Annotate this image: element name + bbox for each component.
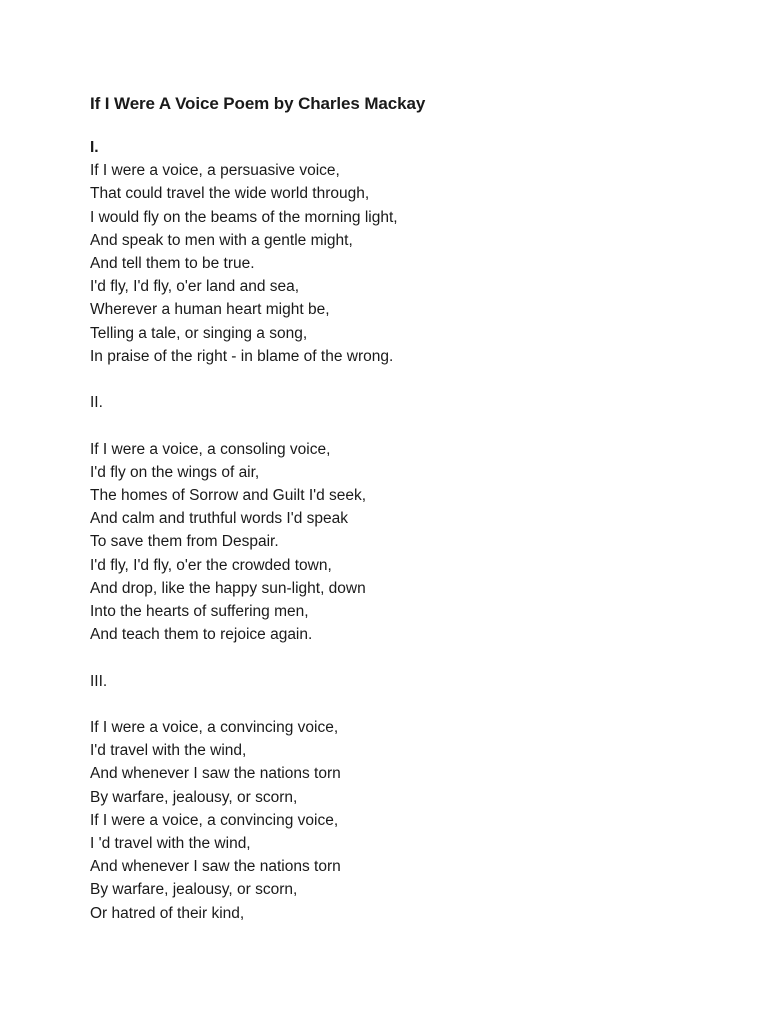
poem-line: I'd fly, I'd fly, o'er land and sea, (90, 278, 300, 296)
poem-line: And teach them to rejoice again. (90, 626, 313, 644)
poem-line: I'd travel with the wind, (90, 742, 247, 760)
poem-line: Or hatred of their kind, (90, 904, 245, 922)
poem-line: I 'd travel with the wind, (90, 835, 251, 853)
poem-line: And calm and truthful words I'd speak (90, 510, 348, 528)
stanza-2 (90, 391, 730, 646)
poem-line: The homes of Sorrow and Guilt I'd seek, (90, 487, 367, 505)
poem-line: Wherever a human heart might be, (90, 301, 330, 319)
poem-line: Into the hearts of suffering men, (90, 603, 309, 621)
poem-line: If I were a voice, a convincing voice, (90, 811, 339, 829)
poem-line: In praise of the right - in blame of the wrong. (90, 347, 394, 365)
poem-line: If I were a voice, a convincing voice, (90, 719, 339, 737)
stanza-1-label: I. (90, 139, 99, 156)
poem-line: To save them from Despair. (90, 533, 279, 551)
poem-line: And speak to men with a gentle might, (90, 231, 353, 249)
stanza-3 (90, 670, 730, 925)
label-spacer (90, 693, 730, 716)
stanza-spacer (90, 368, 730, 391)
poem-line: And whenever I saw the nations torn (90, 858, 341, 876)
stanza-spacer (90, 646, 730, 669)
poem-line: And whenever I saw the nations torn (90, 765, 341, 783)
stanza-3-label: III. (90, 672, 108, 690)
poem-line: That could travel the wide world through, (90, 185, 370, 203)
poem-line: By warfare, jealousy, or scorn, (90, 881, 298, 899)
poem-line: And tell them to be true. (90, 255, 255, 273)
poem-line: I'd fly on the wings of air, (90, 463, 260, 481)
poem-line: By warfare, jealousy, or scorn, (90, 788, 298, 806)
poem-line: And drop, like the happy sun-light, down (90, 579, 366, 597)
poem-line: Telling a tale, or singing a song, (90, 324, 308, 342)
poem-line: I'd fly, I'd fly, o'er the crowded town, (90, 556, 332, 574)
poem-line: If I were a voice, a consoling voice, (90, 440, 331, 458)
document-page (90, 92, 730, 925)
document-title: If I Were A Voice Poem by Charles Mackay (90, 94, 426, 113)
label-spacer (90, 414, 730, 437)
poem-line: I would fly on the beams of the morning light, (90, 208, 398, 226)
poem-line: If I were a voice, a persuasive voice, (90, 162, 340, 180)
stanza-1 (90, 136, 730, 368)
stanza-2-label: II. (90, 394, 103, 412)
